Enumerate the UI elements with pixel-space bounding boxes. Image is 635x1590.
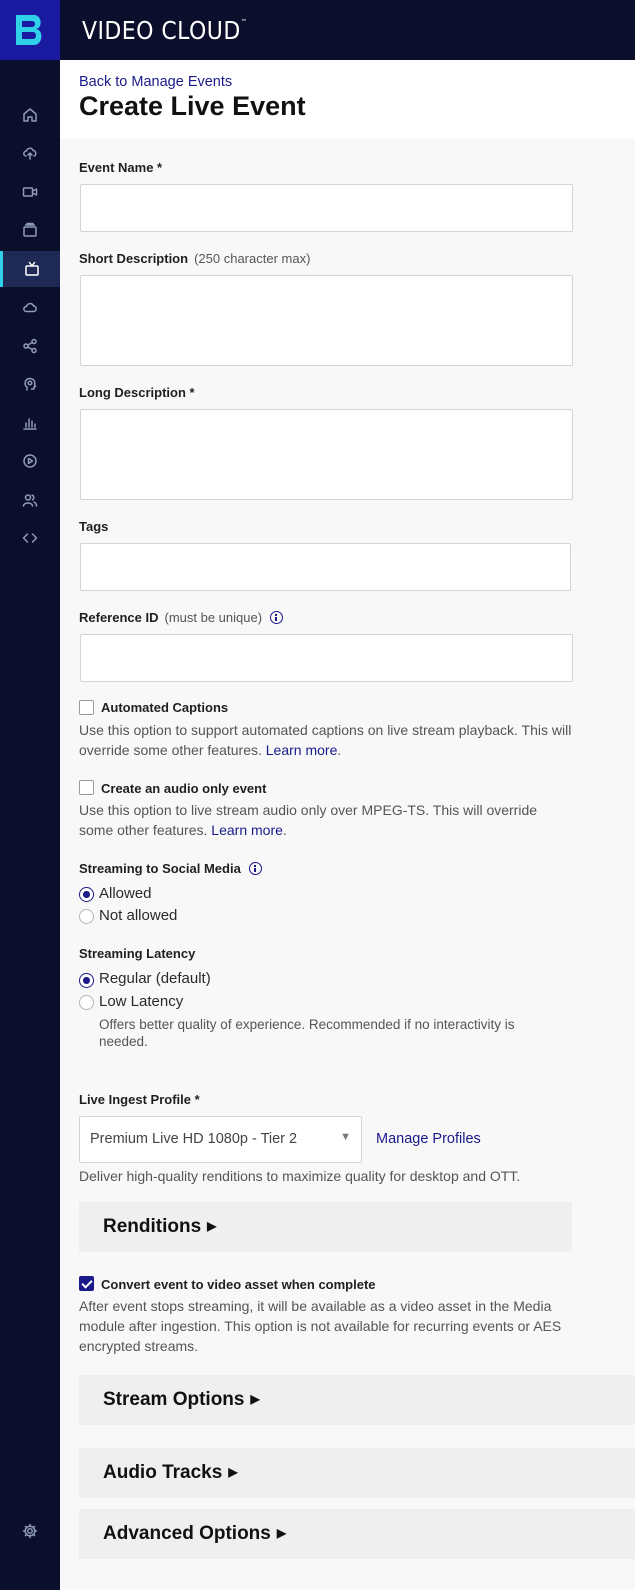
social-media-info-icon[interactable]: [249, 862, 262, 875]
cloud-icon: [22, 299, 38, 315]
event-name-input[interactable]: [80, 184, 573, 232]
renditions-section-title: Renditions ▶: [103, 1216, 217, 1237]
expand-arrow-icon: ▶: [228, 1465, 238, 1479]
analytics-icon: [22, 415, 38, 431]
tags-label: Tags: [79, 519, 109, 534]
sidebar-item-users[interactable]: [0, 482, 60, 518]
manage-profiles-link[interactable]: Manage Profiles: [376, 1131, 481, 1147]
stream-options-section[interactable]: [79, 1375, 635, 1425]
latency-regular-label: Regular (default): [99, 970, 211, 987]
audio-only-description: Use this option to live stream audio only over MPEG-TS. This will override some other features. Learn more.: [79, 802, 538, 838]
reference-id-label: Reference ID (must be unique): [79, 610, 283, 625]
live-tv-icon: [24, 261, 40, 277]
social-allowed-label: Allowed: [99, 885, 152, 902]
gear-icon: [22, 1523, 38, 1539]
low-latency-description: Offers better quality of experience. Recommended if no interactivity is needed.: [99, 1017, 515, 1049]
audio-tracks-section[interactable]: [79, 1448, 635, 1498]
automated-captions-checkbox[interactable]: [79, 700, 94, 715]
short-description-label: Short Description (250 character max): [79, 251, 311, 266]
ingest-profile-description: Deliver high-quality renditions to maximize quality for desktop and OTT.: [79, 1168, 521, 1184]
social-media-label: Streaming to Social Media: [79, 861, 262, 876]
brightcove-b-logo-icon: [12, 12, 48, 48]
expand-arrow-icon: ▶: [207, 1219, 217, 1233]
page-title: Create Live Event: [79, 91, 306, 121]
home-icon: [22, 107, 38, 123]
tags-input[interactable]: [80, 543, 571, 591]
latency-low-label: Low Latency: [99, 993, 184, 1010]
convert-to-asset-description: After event stops streaming, it will be available as a video asset in the Media module after ingestion. This option is not available for recurring events or AES encrypted streams.: [79, 1298, 562, 1354]
reference-id-info-icon[interactable]: [270, 611, 283, 624]
audio-only-checkbox[interactable]: [79, 780, 94, 795]
convert-to-asset-checkbox[interactable]: [79, 1276, 94, 1291]
ingest-profile-selected-value: Premium Live HD 1080p - Tier 2: [90, 1131, 298, 1147]
automated-captions-label: Automated Captions: [101, 700, 229, 715]
code-icon: [22, 530, 38, 546]
stream-options-section-title: Stream Options ▶: [103, 1389, 260, 1410]
sidebar-item-live[interactable]: [0, 251, 60, 287]
short-description-hint: (250 character max): [194, 251, 311, 266]
reference-id-hint: (must be unique): [164, 610, 263, 625]
share-icon: [22, 338, 38, 354]
sidebar-item-ai[interactable]: [0, 366, 60, 402]
sidebar-item-upload[interactable]: [0, 135, 60, 171]
ingest-profile-label: Live Ingest Profile *: [79, 1092, 200, 1107]
app-brand: VIDEO CLOUD™: [82, 16, 248, 45]
event-name-label: Event Name *: [79, 160, 163, 175]
audio-tracks-section-title: Audio Tracks ▶: [103, 1462, 238, 1483]
sidebar-item-gallery[interactable]: [0, 212, 60, 248]
expand-arrow-icon: ▶: [250, 1392, 260, 1406]
top-bar: [0, 0, 635, 60]
sidebar-item-home[interactable]: [0, 97, 60, 133]
ingest-profile-select[interactable]: [79, 1116, 362, 1163]
video-camera-icon: [22, 184, 38, 200]
sidebar-item-social[interactable]: [0, 328, 60, 364]
long-description-label: Long Description *: [79, 385, 195, 400]
latency-regular-radio[interactable]: [79, 973, 94, 988]
upload-icon: [22, 145, 38, 161]
social-not-allowed-radio[interactable]: [79, 909, 94, 924]
audio-only-learn-more-link[interactable]: Learn more: [211, 822, 283, 838]
audio-only-label: Create an audio only event: [101, 781, 267, 796]
reference-id-input[interactable]: [80, 634, 573, 682]
media-folder-icon: [22, 222, 38, 238]
social-allowed-radio[interactable]: [79, 887, 94, 902]
renditions-section[interactable]: [79, 1202, 572, 1252]
back-to-manage-events-link[interactable]: Back to Manage Events: [79, 74, 233, 90]
expand-arrow-icon: ▶: [276, 1526, 287, 1540]
play-circle-icon: [22, 453, 38, 469]
sidebar-item-media[interactable]: [0, 174, 60, 210]
sidebar-item-cloud[interactable]: [0, 289, 60, 325]
sidebar-item-analytics[interactable]: [0, 405, 60, 441]
long-description-textarea[interactable]: [80, 409, 573, 500]
social-not-allowed-label: Not allowed: [99, 907, 178, 924]
short-description-textarea[interactable]: [80, 275, 573, 366]
brightcove-logo[interactable]: [0, 0, 60, 60]
convert-to-asset-label: Convert event to video asset when complete: [101, 1277, 376, 1292]
sidebar-nav: [0, 60, 60, 1590]
advanced-options-section-title: Advanced Options ▶: [103, 1523, 287, 1544]
sidebar-item-players[interactable]: [0, 443, 60, 479]
latency-label: Streaming Latency: [79, 946, 196, 961]
sidebar-item-developer[interactable]: [0, 520, 60, 556]
automated-captions-description: Use this option to support automated captions on live stream playback. This will override some other features. Learn more.: [79, 722, 572, 758]
users-icon: [22, 492, 38, 508]
latency-low-radio[interactable]: [79, 995, 94, 1010]
advanced-options-section[interactable]: [79, 1509, 635, 1559]
dropdown-arrow-icon: ▼: [340, 1131, 351, 1143]
sidebar-item-settings[interactable]: [0, 1513, 60, 1549]
brain-icon: [22, 376, 38, 392]
automated-captions-learn-more-link[interactable]: Learn more: [265, 742, 338, 758]
